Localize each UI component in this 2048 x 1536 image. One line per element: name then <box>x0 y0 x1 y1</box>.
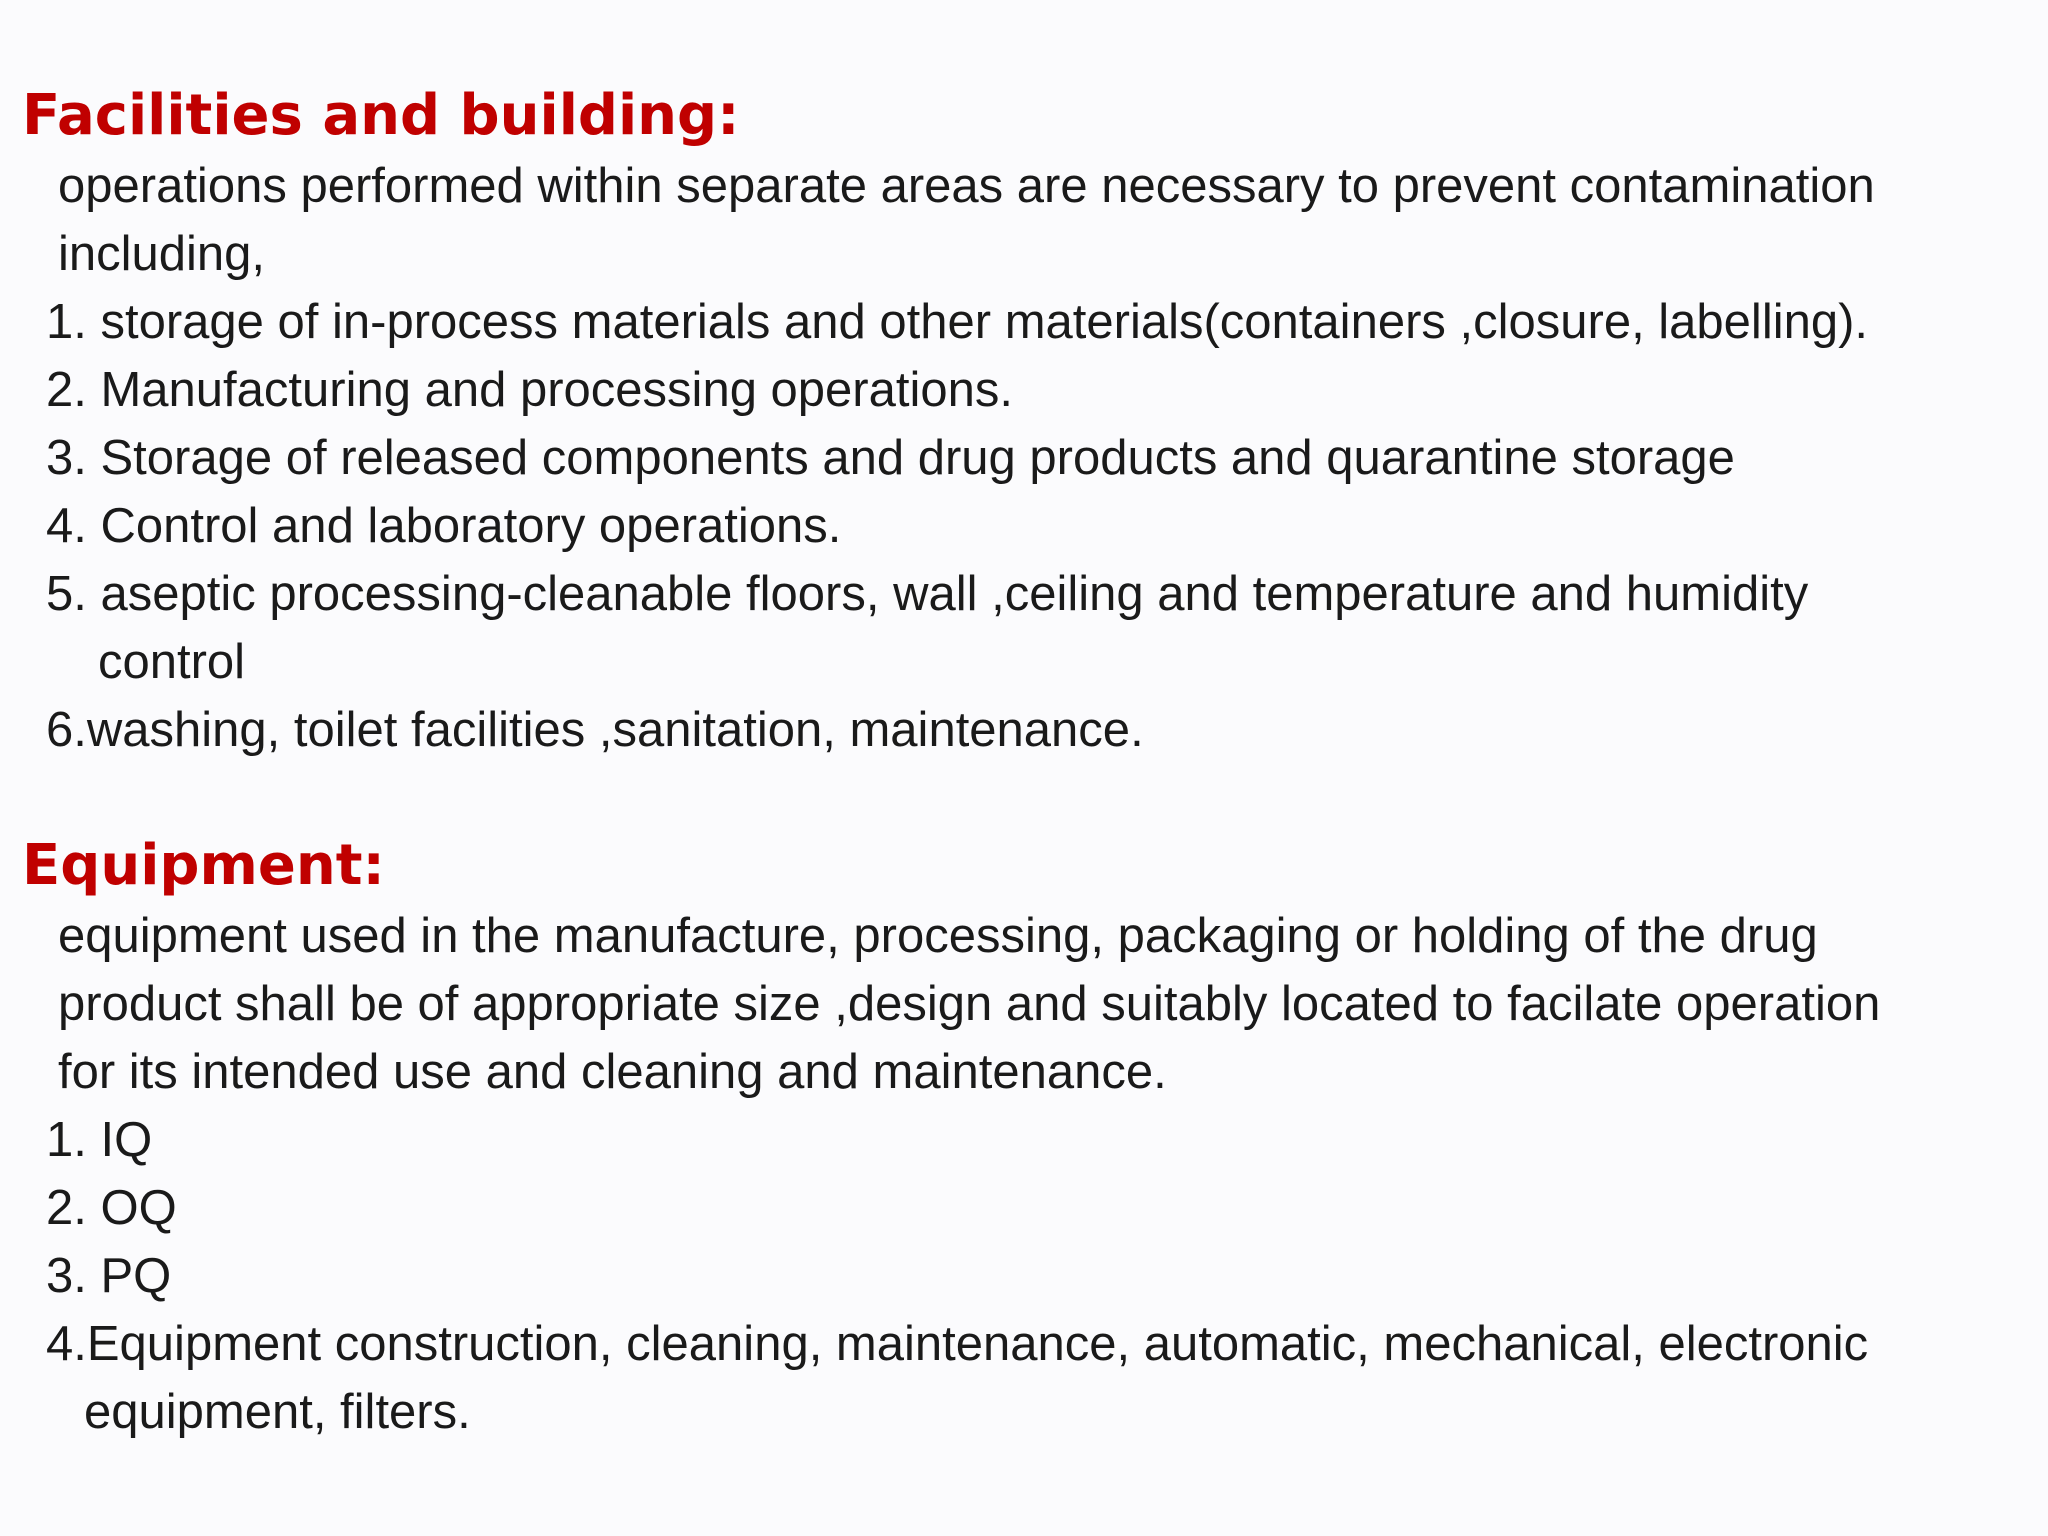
equipment-list-item-2 <box>46 1174 177 1242</box>
equipment-list-item-3 <box>46 1242 171 1310</box>
facilities-list-item-1 <box>46 288 1868 356</box>
facilities-list-item-5-continuation: control <box>98 635 246 689</box>
facilities-list-item-3 <box>46 424 1735 492</box>
list-text: PQ <box>86 1249 172 1303</box>
equipment-heading: Equipment: <box>22 833 385 898</box>
list-number: 3. <box>46 1249 87 1303</box>
list-number: 2. <box>46 1181 87 1235</box>
equipment-intro-line-2: product shall be of appropriate size ,design and suitably located to facilate operation <box>58 977 1881 1031</box>
facilities-list-item-5 <box>46 560 1808 628</box>
list-text: Equipment construction, cleaning, maintenance, automatic, mechanical, electronic <box>86 1317 1869 1371</box>
equipment-list-item-4 <box>46 1310 1868 1378</box>
facilities-list-item-4 <box>46 492 841 560</box>
facilities-intro-line-2: including, <box>58 227 266 281</box>
list-number: 4. <box>46 1317 87 1371</box>
list-text: Control and laboratory operations. <box>86 499 842 553</box>
list-text: washing, toilet facilities ,sanitation, maintenance. <box>86 703 1144 757</box>
facilities-heading: Facilities and building: <box>22 83 740 148</box>
list-text: storage of in-process materials and other materials(containers ,closure, labelling). <box>86 295 1869 349</box>
list-number: 2. <box>46 363 87 417</box>
list-text: aseptic processing-cleanable floors, wall ,ceiling and temperature and humidity <box>86 567 1809 621</box>
facilities-intro-line-1: operations performed within separate areas are necessary to prevent contamination <box>58 159 1875 213</box>
equipment-list-item-1 <box>46 1106 152 1174</box>
list-number: 4. <box>46 499 87 553</box>
equipment-intro-line-3: for its intended use and cleaning and maintenance. <box>58 1045 1167 1099</box>
equipment-intro-line-1: equipment used in the manufacture, processing, packaging or holding of the drug <box>58 909 1818 963</box>
facilities-list-item-6 <box>46 696 1144 764</box>
list-text: Storage of released components and drug products and quarantine storage <box>86 431 1735 485</box>
list-text: OQ <box>86 1181 177 1235</box>
list-number: 1. <box>46 1113 87 1167</box>
facilities-list-item-2 <box>46 356 1013 424</box>
list-text: Manufacturing and processing operations. <box>86 363 1013 417</box>
list-number: 6. <box>46 703 87 757</box>
list-number: 5. <box>46 567 87 621</box>
list-number: 1. <box>46 295 87 349</box>
equipment-list-item-4-continuation: equipment, filters. <box>84 1385 471 1439</box>
list-number: 3. <box>46 431 87 485</box>
list-text: IQ <box>86 1113 153 1167</box>
